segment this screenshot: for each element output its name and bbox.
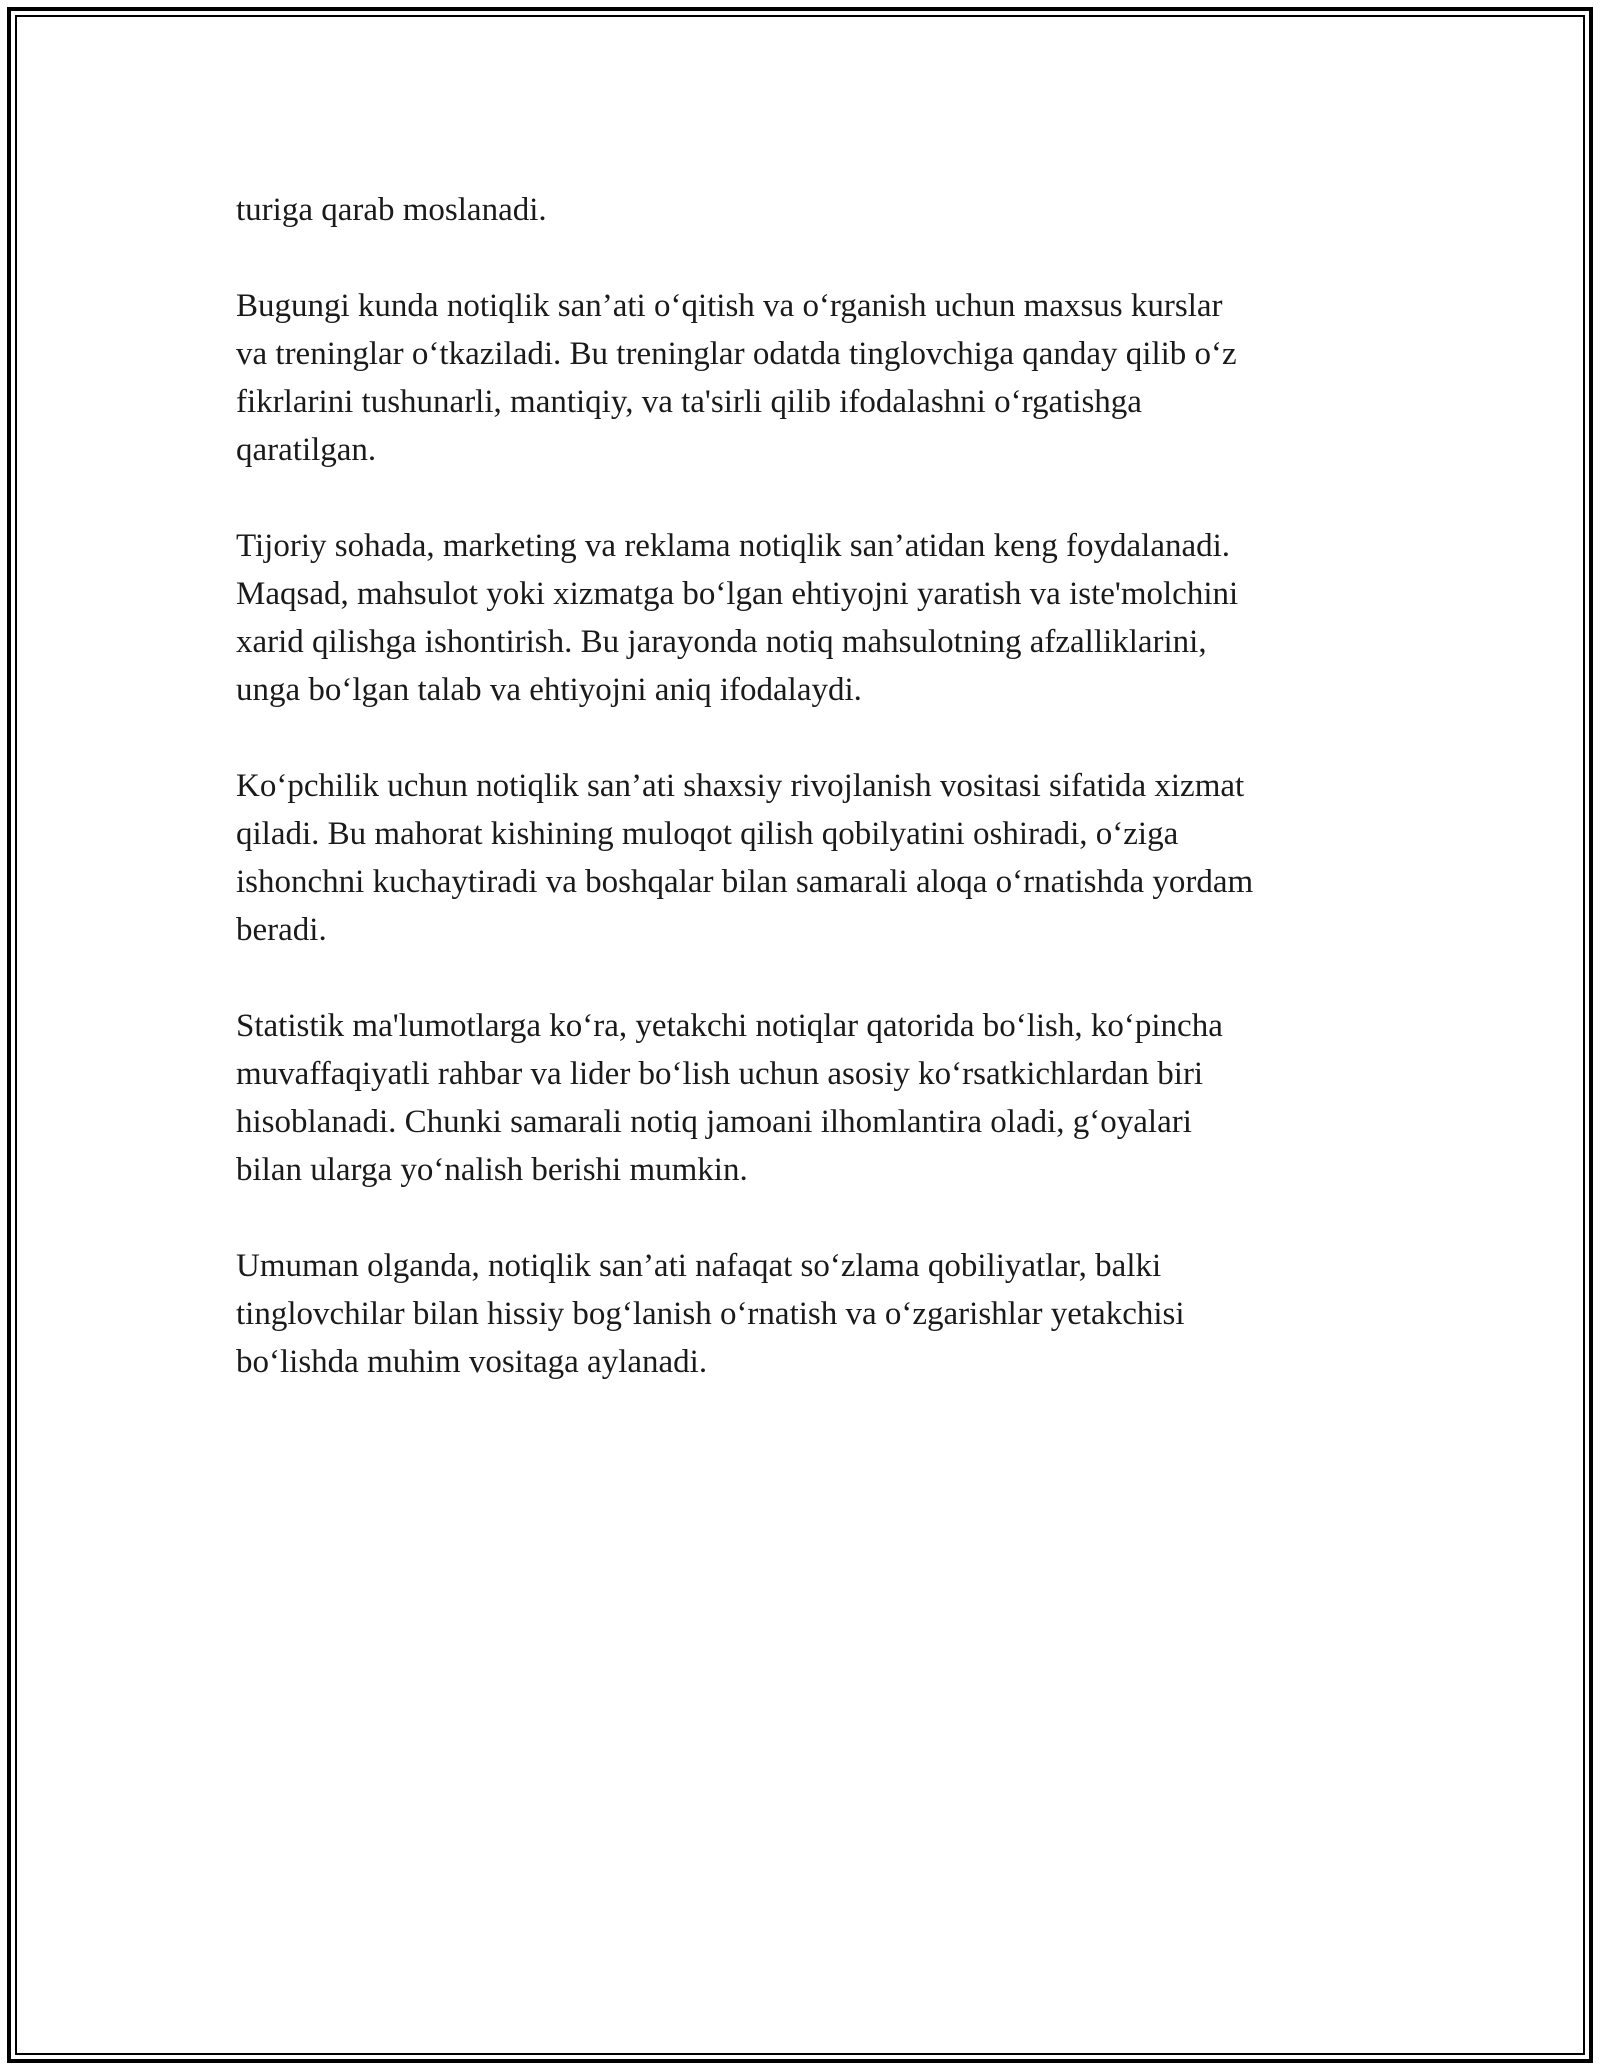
text-line: turiga qarab moslanadi. <box>236 192 547 228</box>
paragraph-5 <box>236 1002 1386 1194</box>
text-line: Umuman olganda, notiqlik san’ati nafaqat so‘zlama qobiliyatlar, balki <box>236 1248 1162 1284</box>
text-line: Maqsad, mahsulot yoki xizmatga bo‘lgan ehtiyojni yaratish va iste'molchini <box>236 576 1239 612</box>
text-line: Bugungi kunda notiqlik san’ati o‘qitish va o‘rganish uchun maxsus kurslar <box>236 288 1223 324</box>
paragraph-1 <box>236 186 1386 234</box>
text-line: ishonchni kuchaytiradi va boshqalar bilan samarali aloqa o‘rnatishda yordam <box>236 864 1254 900</box>
text-line: fikrlarini tushunarli, mantiqiy, va ta'sirli qilib ifodalashni o‘rgatishga <box>236 384 1142 420</box>
text-line: bilan ularga yo‘nalish berishi mumkin. <box>236 1152 748 1188</box>
text-line: qaratilgan. <box>236 432 377 468</box>
text-line: bo‘lishda muhim vositaga aylanadi. <box>236 1344 708 1380</box>
text-line: hisoblanadi. Chunki samarali notiq jamoani ilhomlantira oladi, g‘oyalari <box>236 1104 1192 1140</box>
document-body <box>236 186 1386 1434</box>
text-line: unga bo‘lgan talab va ehtiyojni aniq ifodalaydi. <box>236 672 862 708</box>
text-line: Ko‘pchilik uchun notiqlik san’ati shaxsiy rivojlanish vositasi sifatida xizmat <box>236 768 1245 804</box>
paragraph-4 <box>236 762 1386 954</box>
paragraph-2 <box>236 282 1386 474</box>
text-line: xarid qilishga ishontirish. Bu jarayonda notiq mahsulotning afzalliklarini, <box>236 624 1207 660</box>
text-line: Tijoriy sohada, marketing va reklama notiqlik san’atidan keng foydalanadi. <box>236 528 1231 564</box>
text-line: beradi. <box>236 912 327 948</box>
text-line: qiladi. Bu mahorat kishining muloqot qilish qobilyatini oshiradi, o‘ziga <box>236 816 1179 852</box>
paragraph-3 <box>236 522 1386 714</box>
text-line: muvaffaqiyatli rahbar va lider bo‘lish uchun asosiy ko‘rsatkichlardan biri <box>236 1056 1204 1092</box>
text-line: Statistik ma'lumotlarga ko‘ra, yetakchi notiqlar qatorida bo‘lish, ko‘pincha <box>236 1008 1223 1044</box>
text-line: tinglovchilar bilan hissiy bog‘lanish o‘rnatish va o‘zgarishlar yetakchisi <box>236 1296 1185 1332</box>
text-line: va treninglar o‘tkaziladi. Bu treninglar odatda tinglovchiga qanday qilib o‘z <box>236 336 1237 372</box>
paragraph-6 <box>236 1242 1386 1386</box>
